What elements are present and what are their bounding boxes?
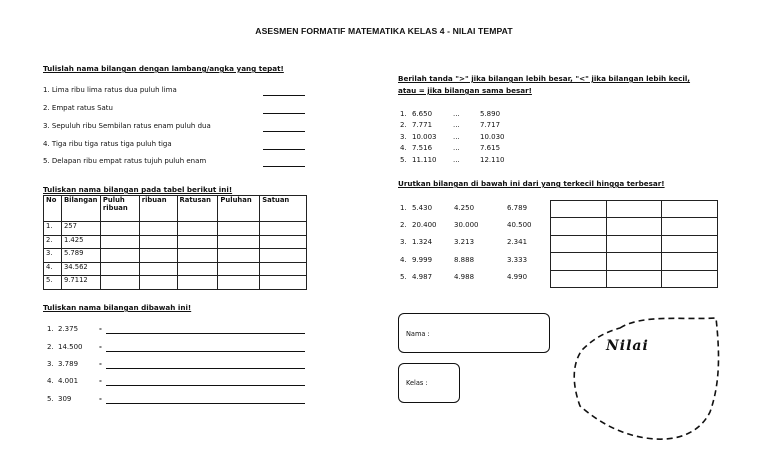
column-header: Ratusan <box>177 196 218 222</box>
ordering-value: 4.987 <box>412 273 433 281</box>
answer-cell[interactable] <box>606 201 662 218</box>
comparison-blank[interactable]: ... <box>453 121 460 129</box>
section1-item: 2. Empat ratus Satu <box>43 104 113 112</box>
answer-cell[interactable] <box>139 249 177 263</box>
answer-cell[interactable] <box>551 218 607 235</box>
ordering-value: 5.430 <box>412 204 433 212</box>
answer-line[interactable] <box>106 403 305 404</box>
answer-cell[interactable] <box>177 235 218 249</box>
answer-cell[interactable] <box>177 276 218 290</box>
ordering-value: 8.888 <box>454 256 475 264</box>
class-label: Kelas : <box>406 379 428 387</box>
answer-cell[interactable] <box>551 235 607 252</box>
column-header: Satuan <box>260 196 307 222</box>
answer-cell[interactable] <box>606 235 662 252</box>
name-box[interactable] <box>398 313 550 353</box>
answer-cell[interactable] <box>218 235 260 249</box>
answer-cell[interactable] <box>139 276 177 290</box>
answer-cell[interactable] <box>100 222 139 236</box>
row-number: 3. <box>44 249 62 263</box>
answer-cell[interactable] <box>177 222 218 236</box>
score-shape[interactable] <box>572 314 722 444</box>
answer-cell[interactable] <box>662 218 718 235</box>
item-number: 4. <box>400 256 407 264</box>
dash: - <box>99 377 102 385</box>
page-title: ASESMEN FORMATIF MATEMATIKA KELAS 4 - NILAI TEMPAT <box>255 26 513 36</box>
section5-heading: Urutkan bilangan di bawah ini dari yang terkecil hingga terbesar! <box>398 179 665 188</box>
answer-line[interactable] <box>263 113 305 114</box>
item-number: 3. <box>47 360 54 368</box>
answer-cell[interactable] <box>551 270 607 287</box>
row-value: 1.425 <box>61 235 100 249</box>
name-label: Nama : <box>406 330 430 338</box>
answer-line[interactable] <box>106 351 305 352</box>
answer-cell[interactable] <box>606 270 662 287</box>
ordering-value: 1.324 <box>412 238 433 246</box>
section2-heading: Tuliskan nama bilangan pada tabel berikut ini! <box>43 185 233 194</box>
item-number: 2. <box>400 121 407 129</box>
item-number: 4. <box>47 377 54 385</box>
dash: - <box>99 343 102 351</box>
ordering-answer-table <box>550 200 718 288</box>
answer-cell[interactable] <box>139 262 177 276</box>
ordering-value: 4.988 <box>454 273 475 281</box>
item-value: 3.789 <box>58 360 79 368</box>
item-value: 14.500 <box>58 343 83 351</box>
table-row <box>551 253 718 270</box>
answer-cell[interactable] <box>551 201 607 218</box>
section1-item: 5. Delapan ribu empat ratus tujuh puluh enam <box>43 157 207 165</box>
ordering-value: 3.213 <box>454 238 475 246</box>
comparison-blank[interactable]: ... <box>453 133 460 141</box>
comparison-blank[interactable]: ... <box>453 110 460 118</box>
column-header: ribuan <box>139 196 177 222</box>
answer-cell[interactable] <box>260 235 307 249</box>
answer-cell[interactable] <box>260 222 307 236</box>
section4-heading-cont: atau = jika bilangan sama besar! <box>398 86 532 95</box>
answer-cell[interactable] <box>260 262 307 276</box>
column-header: Puluh ribuan <box>100 196 139 222</box>
item-number: 4. <box>400 144 407 152</box>
section1-item: 3. Sepuluh ribu Sembilan ratus enam puluh dua <box>43 122 211 130</box>
score-label: Nilai <box>606 338 649 354</box>
comparison-blank[interactable]: ... <box>453 144 460 152</box>
row-value: 5.789 <box>61 249 100 263</box>
value-a: 10.003 <box>412 133 437 141</box>
value-b: 12.110 <box>480 156 505 164</box>
value-a: 11.110 <box>412 156 437 164</box>
value-b: 7.717 <box>480 121 501 129</box>
dash: - <box>99 360 102 368</box>
table-row <box>44 222 307 236</box>
table-row <box>44 276 307 290</box>
row-number: 4. <box>44 262 62 276</box>
value-b: 5.890 <box>480 110 501 118</box>
table-header-row <box>44 196 307 222</box>
item-number: 3. <box>400 133 407 141</box>
value-b: 7.615 <box>480 144 501 152</box>
answer-line[interactable] <box>106 368 305 369</box>
dash: - <box>99 325 102 333</box>
answer-cell[interactable] <box>218 276 260 290</box>
answer-cell[interactable] <box>100 249 139 263</box>
answer-line[interactable] <box>263 131 305 132</box>
item-value: 309 <box>58 395 72 403</box>
table-row <box>551 201 718 218</box>
section1-heading: Tulislah nama bilangan dengan lambang/angka yang tepat! <box>43 64 284 73</box>
answer-cell[interactable] <box>662 253 718 270</box>
section3-heading: Tuliskan nama bilangan dibawah ini! <box>43 303 192 312</box>
item-number: 2. <box>400 221 407 229</box>
table-row <box>551 235 718 252</box>
answer-cell[interactable] <box>139 222 177 236</box>
answer-cell[interactable] <box>218 222 260 236</box>
section1-item: 4. Tiga ribu tiga ratus tiga puluh tiga <box>43 140 172 148</box>
section4-heading: Berilah tanda ">" jika bilangan lebih besar, "<" jika bilangan lebih kecil, <box>398 74 691 83</box>
table-row <box>44 262 307 276</box>
answer-cell[interactable] <box>662 270 718 287</box>
item-number: 5. <box>400 156 407 164</box>
ordering-value: 9.999 <box>412 256 433 264</box>
answer-cell[interactable] <box>100 262 139 276</box>
comparison-blank[interactable]: ... <box>453 156 460 164</box>
answer-cell[interactable] <box>662 235 718 252</box>
item-number: 1. <box>400 110 407 118</box>
item-number: 2. <box>47 343 54 351</box>
item-value: 4.001 <box>58 377 79 385</box>
ordering-value: 20.400 <box>412 221 437 229</box>
table-row <box>44 249 307 263</box>
class-box[interactable] <box>398 363 460 403</box>
answer-cell[interactable] <box>177 249 218 263</box>
row-number: 2. <box>44 235 62 249</box>
row-value: 34.562 <box>61 262 100 276</box>
answer-cell[interactable] <box>260 276 307 290</box>
answer-cell[interactable] <box>100 235 139 249</box>
row-number: 5. <box>44 276 62 290</box>
answer-line[interactable] <box>263 149 305 150</box>
answer-line[interactable] <box>106 333 305 334</box>
answer-line[interactable] <box>106 385 305 386</box>
answer-cell[interactable] <box>662 201 718 218</box>
value-a: 7.516 <box>412 144 433 152</box>
answer-cell[interactable] <box>606 253 662 270</box>
section1-item: 1. Lima ribu lima ratus dua puluh lima <box>43 86 177 94</box>
value-b: 10.030 <box>480 133 505 141</box>
place-value-table <box>43 195 307 290</box>
item-number: 1. <box>400 204 407 212</box>
answer-cell[interactable] <box>100 276 139 290</box>
table-row <box>551 270 718 287</box>
ordering-value: 6.789 <box>507 204 528 212</box>
row-number: 1. <box>44 222 62 236</box>
answer-line[interactable] <box>263 95 305 96</box>
item-number: 5. <box>400 273 407 281</box>
item-number: 5. <box>47 395 54 403</box>
answer-cell[interactable] <box>606 218 662 235</box>
value-a: 7.771 <box>412 121 433 129</box>
value-a: 6.650 <box>412 110 433 118</box>
answer-cell[interactable] <box>551 253 607 270</box>
column-header: No <box>44 196 62 222</box>
ordering-value: 3.333 <box>507 256 528 264</box>
table-row <box>44 235 307 249</box>
row-value: 9.7112 <box>61 276 100 290</box>
answer-cell[interactable] <box>218 262 260 276</box>
table-row <box>551 218 718 235</box>
dash: - <box>99 395 102 403</box>
ordering-value: 2.341 <box>507 238 528 246</box>
answer-cell[interactable] <box>139 235 177 249</box>
column-header: Bilangan <box>61 196 100 222</box>
answer-line[interactable] <box>263 166 305 167</box>
item-number: 3. <box>400 238 407 246</box>
ordering-value: 30.000 <box>454 221 479 229</box>
ordering-value: 4.250 <box>454 204 475 212</box>
answer-cell[interactable] <box>218 249 260 263</box>
row-value: 257 <box>61 222 100 236</box>
item-value: 2.375 <box>58 325 79 333</box>
answer-cell[interactable] <box>177 262 218 276</box>
score-border <box>574 318 718 439</box>
ordering-value: 40.500 <box>507 221 532 229</box>
ordering-value: 4.990 <box>507 273 528 281</box>
answer-cell[interactable] <box>260 249 307 263</box>
column-header: Puluhan <box>218 196 260 222</box>
item-number: 1. <box>47 325 54 333</box>
